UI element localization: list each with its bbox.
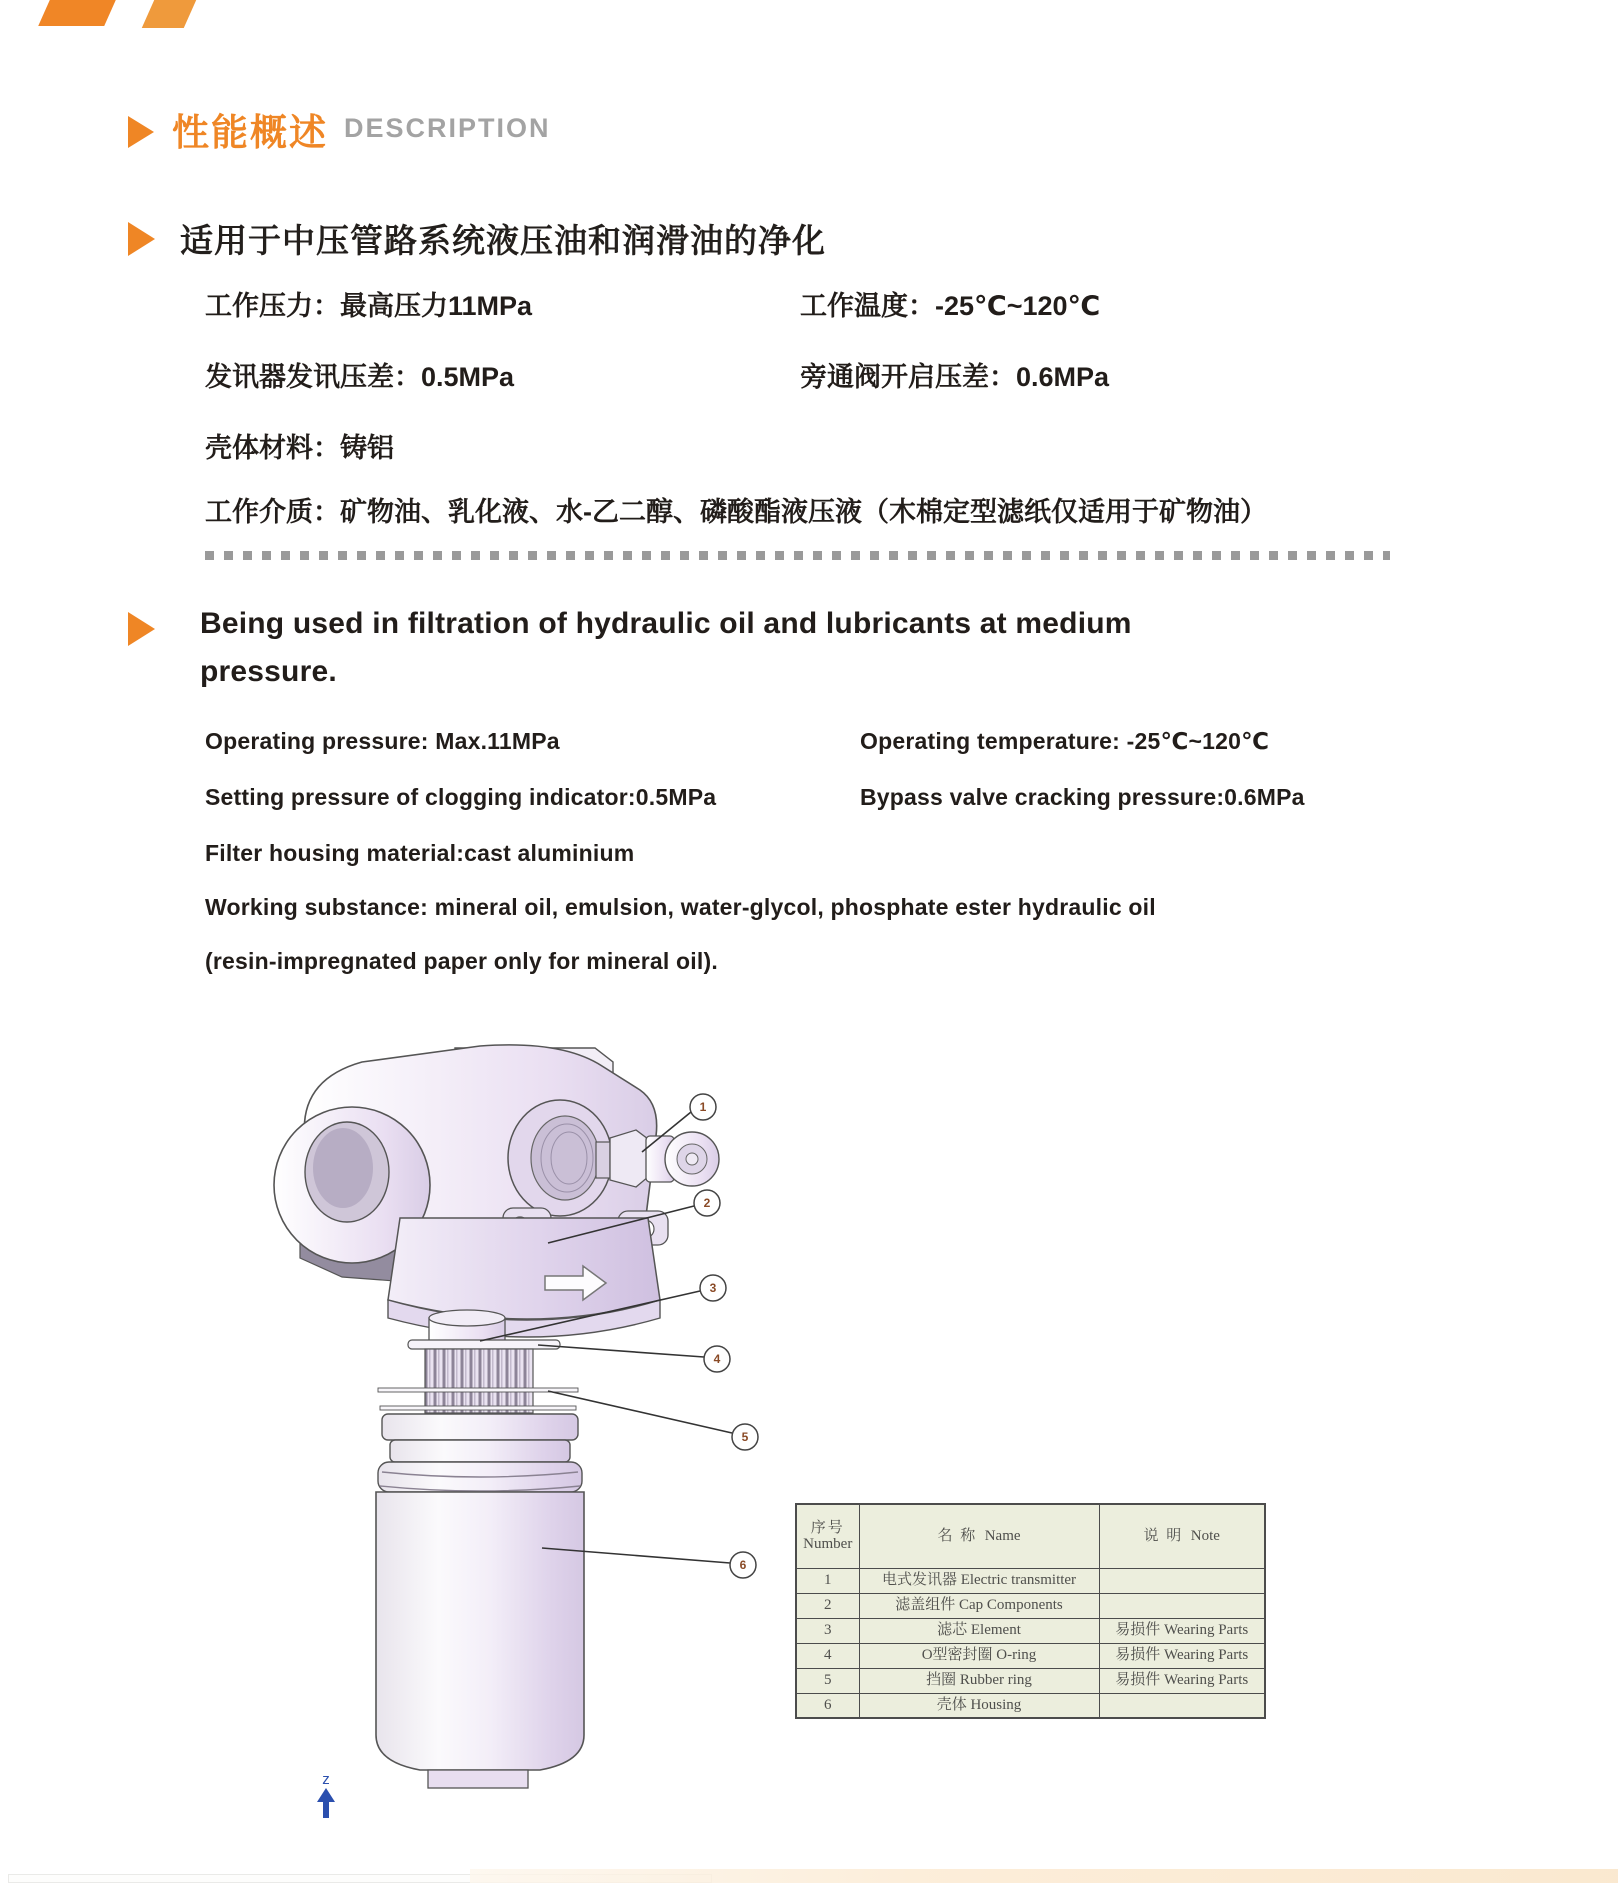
cell-note bbox=[1099, 1568, 1265, 1593]
cell-number: 4 bbox=[796, 1643, 859, 1668]
section-bullet-icon bbox=[128, 612, 155, 646]
spec-zh-material: 壳体材料：铸铝 bbox=[205, 433, 394, 463]
callout-1 bbox=[690, 1094, 716, 1120]
spec-zh-bypass: 旁通阀开启压差：0.6MPa bbox=[800, 362, 1110, 392]
spec-en-bypass: Bypass valve cracking pressure:0.6MPa bbox=[860, 784, 1305, 810]
cell-note bbox=[1099, 1693, 1265, 1718]
svg-text:3: 3 bbox=[709, 1281, 717, 1295]
page-title-en: DESCRIPTION bbox=[344, 113, 551, 143]
spec-en-material: Filter housing material:cast aluminium bbox=[205, 840, 635, 866]
en-section-heading: Being used in filtration of hydraulic oil and lubricants at medium pressure. bbox=[200, 607, 1132, 688]
header-number: 序号 Number bbox=[796, 1504, 859, 1568]
section-bullet-icon bbox=[128, 116, 154, 148]
corner-decoration-icon bbox=[142, 0, 196, 28]
table-row bbox=[796, 1593, 1265, 1618]
cell-note: 易损件 Wearing Parts bbox=[1099, 1668, 1265, 1693]
table-row bbox=[796, 1693, 1265, 1718]
svg-text:4: 4 bbox=[713, 1352, 721, 1366]
callout-5 bbox=[732, 1424, 758, 1450]
cell-number: 3 bbox=[796, 1618, 859, 1643]
cell-number: 5 bbox=[796, 1668, 859, 1693]
table-row bbox=[796, 1568, 1265, 1593]
filter-element bbox=[425, 1349, 533, 1413]
spec-en-media: Working substance: mineral oil, emulsion, water-glycol, phosphate ester hydraulic oil bbox=[205, 894, 1156, 920]
callout-4 bbox=[704, 1346, 730, 1372]
spec-en-pressure: Operating pressure: Max.11MPa bbox=[205, 728, 560, 754]
callout-3 bbox=[700, 1275, 726, 1301]
header-note: 说 明 Note bbox=[1099, 1504, 1265, 1568]
cell-name: 壳体 Housing bbox=[859, 1693, 1099, 1718]
svg-text:5: 5 bbox=[741, 1430, 749, 1444]
svg-text:1: 1 bbox=[699, 1100, 707, 1114]
spec-en-media-note: (resin-impregnated paper only for mineral oil). bbox=[205, 948, 718, 974]
dotted-divider bbox=[205, 551, 1390, 560]
z-axis-arrow-icon bbox=[317, 1788, 335, 1818]
z-axis-label: z bbox=[322, 1771, 330, 1788]
table-row bbox=[796, 1668, 1265, 1693]
section-bullet-icon bbox=[128, 222, 155, 256]
corner-decoration-icon bbox=[38, 0, 116, 26]
cell-name: 滤芯 Element bbox=[859, 1618, 1099, 1643]
cell-number: 1 bbox=[796, 1568, 859, 1593]
callout-6 bbox=[730, 1552, 756, 1578]
footer-strip bbox=[470, 1869, 1618, 1883]
spec-zh-pressure: 工作压力：最高压力11MPa bbox=[205, 291, 533, 321]
filter-exploded-diagram bbox=[240, 1030, 800, 1830]
parts-table bbox=[795, 1503, 1266, 1719]
o-ring-plate bbox=[408, 1340, 560, 1349]
cell-number: 6 bbox=[796, 1693, 859, 1718]
spec-en-indicator: Setting pressure of clogging indicator:0.5MPa bbox=[205, 784, 717, 810]
table-row bbox=[796, 1618, 1265, 1643]
spec-zh-temperature: 工作温度：-25℃~120℃ bbox=[800, 291, 1101, 321]
cell-number: 2 bbox=[796, 1593, 859, 1618]
z-axis-indicator bbox=[317, 1771, 335, 1818]
housing bbox=[376, 1414, 584, 1788]
svg-text:2: 2 bbox=[703, 1196, 711, 1210]
cell-note bbox=[1099, 1593, 1265, 1618]
spec-zh-indicator: 发讯器发讯压差：0.5MPa bbox=[205, 362, 515, 392]
cell-name: 滤盖组件 Cap Components bbox=[859, 1593, 1099, 1618]
spec-en-temperature: Operating temperature: -25℃~120℃ bbox=[860, 728, 1270, 754]
cell-note: 易损件 Wearing Parts bbox=[1099, 1618, 1265, 1643]
cell-name: 电式发讯器 Electric transmitter bbox=[859, 1568, 1099, 1593]
header-name: 名 称 Name bbox=[859, 1504, 1099, 1568]
svg-text:6: 6 bbox=[739, 1558, 747, 1572]
cell-name: 挡圈 Rubber ring bbox=[859, 1668, 1099, 1693]
spec-zh-media: 工作介质：矿物油、乳化液、水-乙二醇、磷酸酯液压液（木棉定型滤纸仅适用于矿物油） bbox=[205, 497, 1267, 527]
table-row bbox=[796, 1643, 1265, 1668]
page-title-zh: 性能概述 bbox=[172, 112, 328, 153]
cell-name: O型密封圈 O-ring bbox=[859, 1643, 1099, 1668]
zh-section-heading: 适用于中压管路系统液压油和润滑油的净化 bbox=[180, 222, 826, 259]
parts-table-header-row bbox=[796, 1504, 1265, 1568]
cell-note: 易损件 Wearing Parts bbox=[1099, 1643, 1265, 1668]
callout-2 bbox=[694, 1190, 720, 1216]
